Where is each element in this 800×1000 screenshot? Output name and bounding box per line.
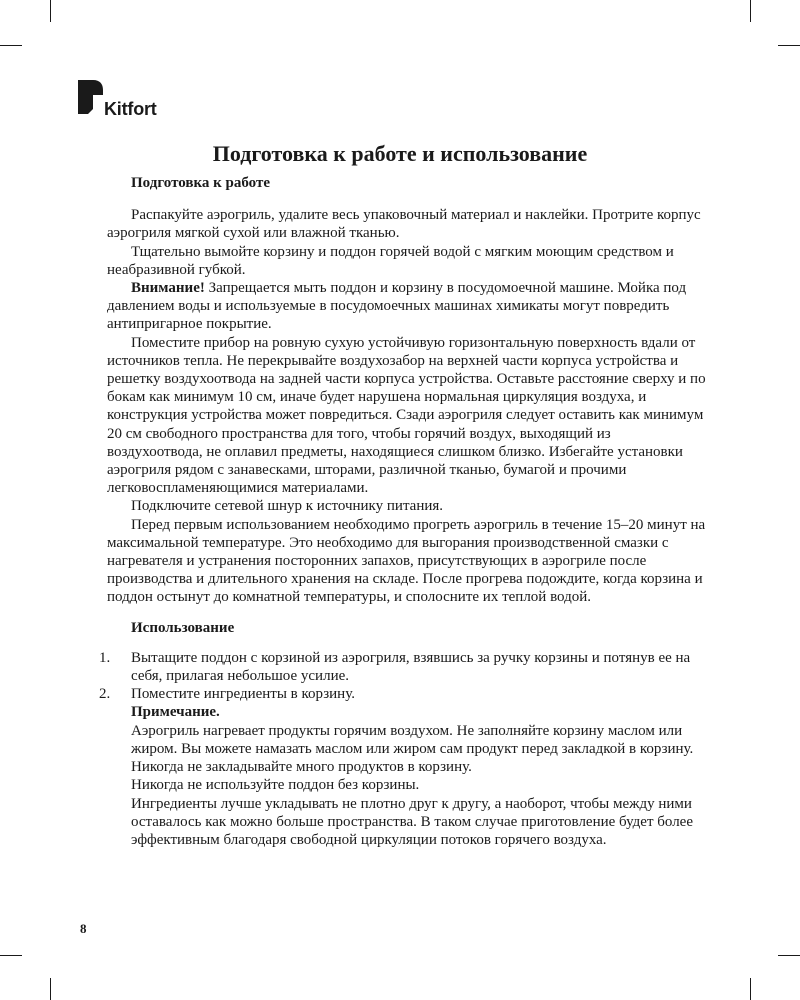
note-line: Никогда не используйте поддон без корзины. — [131, 777, 420, 794]
step-number: 1. — [99, 649, 111, 666]
crop-mark — [778, 45, 800, 46]
section-heading-preparation: Подготовка к работе — [131, 175, 270, 191]
note-title: Примечание. — [131, 704, 220, 721]
step-text: Вытащите поддон с корзиной из аэрогриля, взявшись за ручку корзины и потянув ее на себя, прилагая небольшое усилие. — [131, 649, 691, 685]
paragraph: Поместите прибор на ровную сухую устойчивую горизонтальную поверхность вдали от источников тепла. Не перекрывайте воздухозабор на верхней части корпуса устройства и решетку воздухоотвода на задней части корпуса устройства. Оставьте расстояние сверху и по бокам как минимум 10 см, иначе будет нарушена нормальная циркуляция воздуха, и конструкция устройства может повредиться. Сзади аэрогриля следует оставить как минимум 20 см свободного пространства для того, чтобы горячий воздух, выходящий из воздухоотвода, не оплавил предметы, находящиеся слишком близко. Избегайте установки аэрогриля рядом с занавесками, шторами, различной тканью, бумагой и прочими легковоспламеняющимися материалами. — [107, 334, 706, 497]
crop-mark — [750, 978, 751, 1000]
note-line: Аэрогриль нагревает продукты горячим воздухом. Не заполняйте корзину маслом или жиром. Вы можете намазать маслом или жиром сам продукт перед закладкой в корзину. — [131, 722, 694, 757]
crop-mark — [50, 0, 51, 22]
warning-label: Внимание! — [131, 280, 205, 297]
note-line: Ингредиенты лучше укладывать не плотно друг к другу, а наоборот, чтобы между ними оставалось как можно больше пространства. В таком случае приготовление будет более эффективным благодаря свободной циркуляции потоков горячего воздуха. — [131, 795, 693, 848]
paragraph: Подключите сетевой шнур к источнику питания. — [131, 498, 444, 515]
list-item — [99, 685, 707, 849]
section-heading-usage: Использование — [131, 619, 235, 636]
document-body — [99, 174, 707, 849]
step-number: 2. — [99, 686, 111, 703]
paragraph: Перед первым использованием необходимо прогреть аэрогриль в течение 15–20 минут на максимальной температуре. Это необходимо для выгорания производственной смазки с нагревателя и устранения посторонних запахов, присутствующих в аэрогриле после производства и длительного хранения на складе. После прогрева подождите, когда корзина и поддон остынут до комнатной температуры, и сполосните их теплой водой. — [107, 516, 706, 606]
paragraph: Распакуйте аэрогриль, удалите весь упаковочный материал и наклейки. Протрите корпус аэрогриля мягкой сухой или влажной тканью. — [107, 207, 701, 242]
note-line: Никогда не закладывайте много продуктов в корзину. — [131, 759, 472, 776]
usage-steps-list — [99, 649, 707, 849]
kitfort-logo-icon — [78, 78, 104, 122]
crop-mark — [778, 955, 800, 956]
page-number: 8 — [80, 921, 87, 936]
brand-name: Kitfort — [104, 99, 157, 119]
page-title: Подготовка к работе и использование — [212, 141, 588, 166]
warning-paragraph — [107, 279, 707, 334]
crop-mark — [750, 0, 751, 22]
crop-mark — [0, 955, 22, 956]
paragraph: Тщательно вымойте корзину и поддон горячей водой с мягким моющим средством и неабразивной губкой. — [107, 243, 674, 278]
list-item — [99, 649, 707, 685]
warning-text: Запрещается мыть поддон и корзину в посудомоечной машине. Мойка под давлением воды и используемые в посудомоечных машинах химикаты могут повредить антипригарное покрытие. — [107, 280, 687, 333]
crop-mark — [50, 978, 51, 1000]
crop-mark — [0, 45, 22, 46]
step-text: Поместите ингредиенты в корзину. — [131, 686, 355, 703]
